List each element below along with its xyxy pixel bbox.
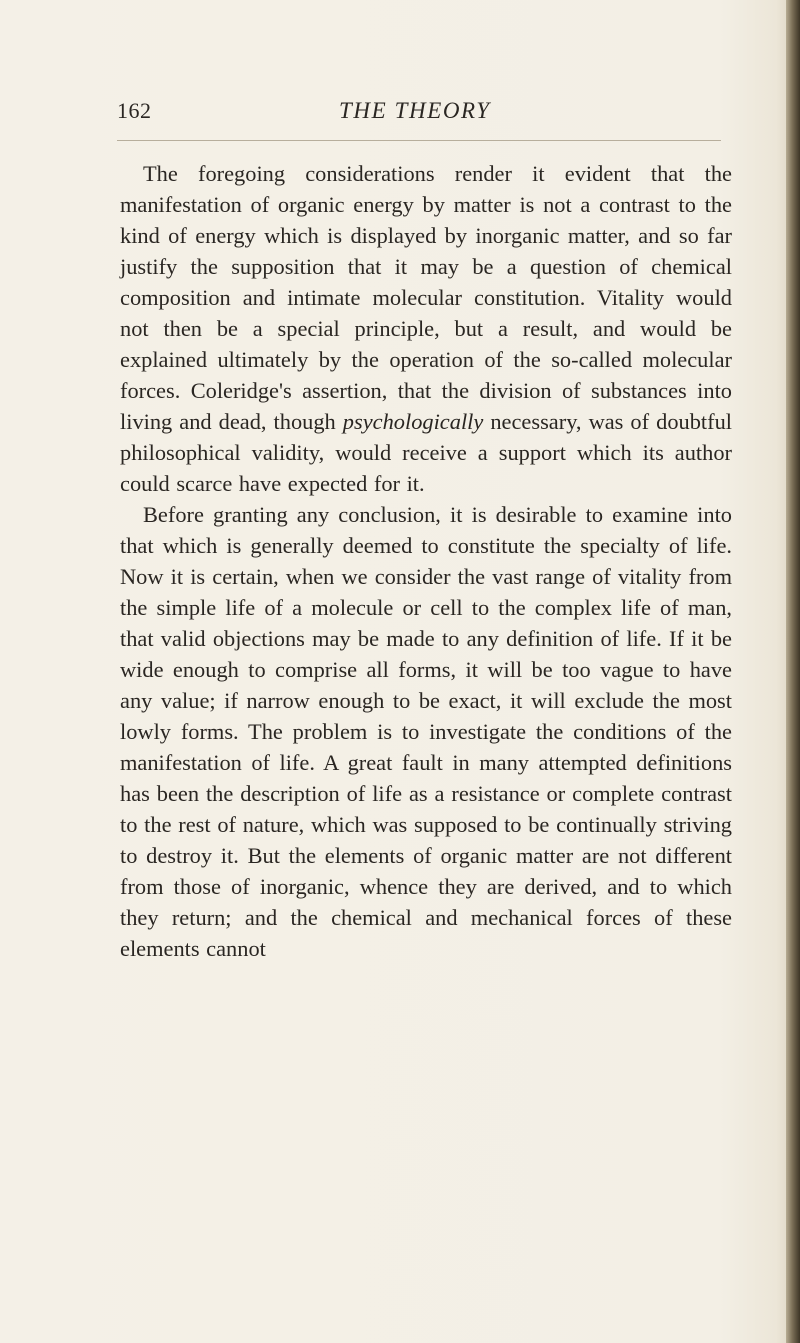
paragraph-1 — [120, 158, 732, 499]
body-text — [120, 158, 732, 964]
paragraph-2: Before granting any conclusion, it is desirable to examine into that which is generally deemed to constitute the specialty of life. Now it is certain, when we consider the vast range of vitality from the simple life of a molecule or cell to the complex life of man, that valid objections may be made to any definition of life. If it be wide enough to comprise all forms, it will be too vague to have any value; if narrow enough to be exact, it will exclude the most lowly forms. The problem is to investigate the conditions of the manifestation of life. A great fault in many attempted definitions has been the description of life as a resistance or complete contrast to the rest of nature, which was supposed to be continually striving to destroy it. But the elements of organic matter are not different from those of inorganic, whence they are derived, and to which they return; and the chemical and mechanical forces of these elements cannot — [120, 502, 732, 961]
page-header — [117, 98, 729, 128]
page-binding-edge — [786, 0, 800, 1343]
paragraph-1-text-a: The foregoing considerations render it evident that the manifestation of organic energy by matter is not a contrast to the kind of energy which is displayed by inorganic matter, and so far justify the supposition that it may be a question of chemical composition and intimate molecular constitution. Vitality would not then be a special principle, but a result, and would be explained ultimately by the operation of the so-called molecular forces. Coleridge's assertion, that the division of substances into living and dead, though — [120, 161, 732, 434]
paragraph-1-text-b: necessary, was of doubtful philosophical validity, would receive a support which its author could scarce have expected for it. — [120, 409, 732, 496]
running-title: THE THEORY — [339, 98, 491, 123]
header-rule — [117, 140, 721, 141]
italic-psychologically: psychologically — [342, 409, 484, 434]
page-number: 162 — [117, 98, 152, 123]
